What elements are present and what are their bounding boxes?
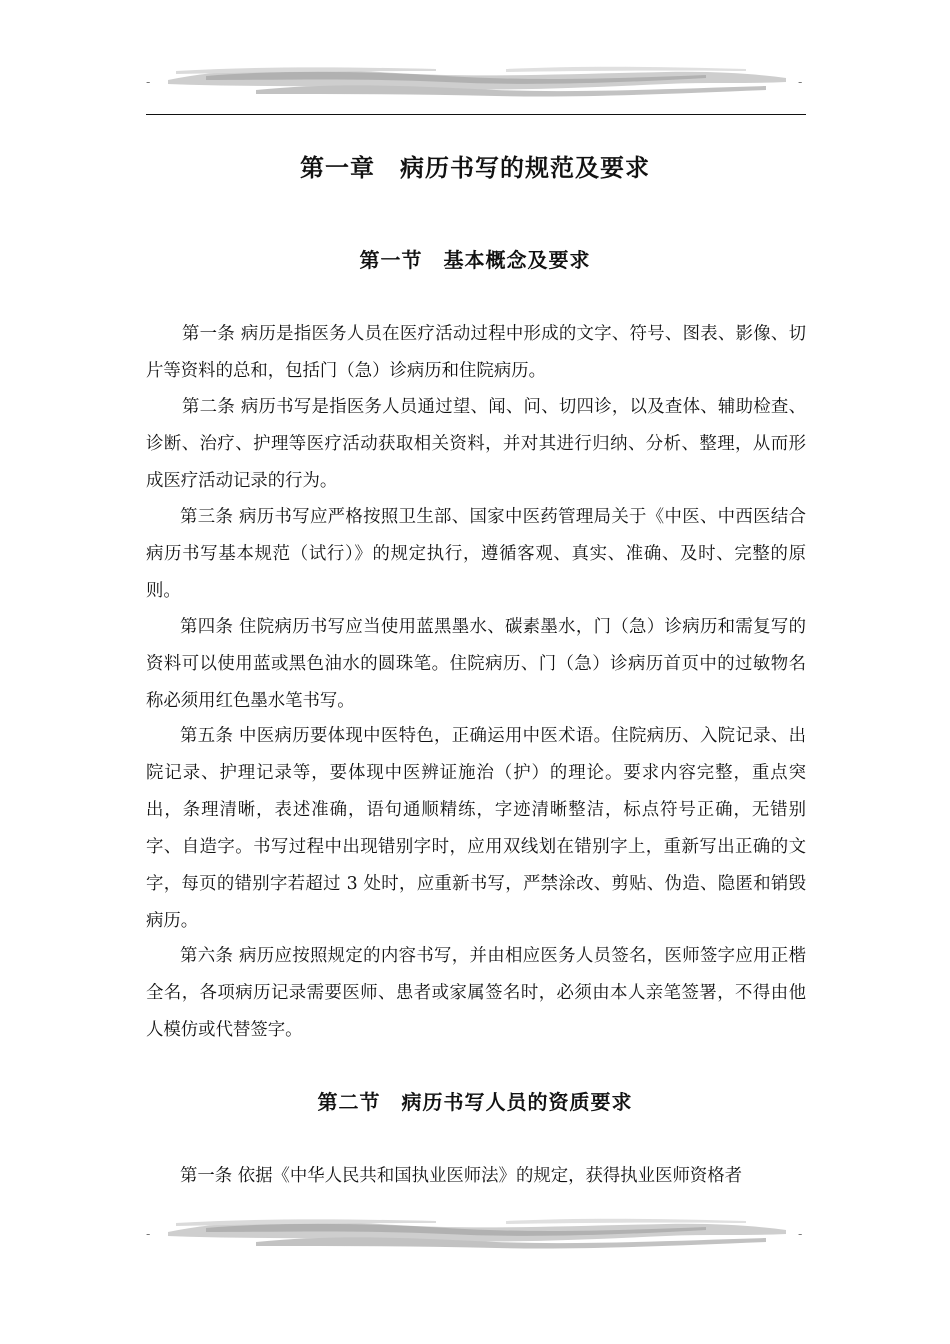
section1-article-1: 第一条 病历是指医务人员在医疗活动过程中形成的文字、符号、图表、影像、切片等资料的总和，包括门（急）诊病历和住院病历。	[146, 324, 806, 381]
section1-article-4: 第四条 住院病历书写应当使用蓝黑墨水、碳素墨水，门（急）诊病历和需复写的资料可以使用蓝或黑色油水的圆珠笔。住院病历、门（急）诊病历首页中的过敏物名称必须用红色墨水笔书写。	[146, 617, 806, 711]
section-title-1: 第一节 基本概念及要求	[359, 248, 591, 272]
footer-brush-decoration	[146, 1212, 806, 1256]
footer-left-dash: -	[146, 1227, 151, 1241]
header-left-dash: -	[146, 75, 151, 89]
header-rule	[146, 114, 806, 115]
section-title-2: 第二节 病历书写人员的资质要求	[317, 1090, 633, 1114]
section1-article-2: 第二条 病历书写是指医务人员通过望、闻、问、切四诊，以及查体、辅助检查、诊断、治疗、护理等医疗活动获取相关资料，并对其进行归纳、分析、整理，从而形成医疗活动记录的行为。	[146, 397, 806, 491]
section2-article-1: 第一条 依据《中华人民共和国执业医师法》的规定，获得执业医师资格者	[180, 1166, 743, 1186]
header-brush-decoration	[146, 60, 806, 104]
chapter-title: 第一章 病历书写的规范及要求	[300, 154, 650, 182]
ink-brush-stroke	[168, 67, 786, 97]
header-right-dash: -	[798, 75, 803, 89]
section1-article-6: 第六条 病历应按照规定的内容书写，并由相应医务人员签名，医师签字应用正楷全名，各项病历记录需要医师、患者或家属签名时，必须由本人亲笔签署，不得由他人模仿或代替签字。	[146, 946, 806, 1040]
section1-article-3: 第三条 病历书写应严格按照卫生部、国家中医药管理局关于《中医、中西医结合病历书写基本规范（试行）》的规定执行，遵循客观、真实、准确、及时、完整的原则。	[146, 507, 806, 601]
section1-article-5: 第五条 中医病历要体现中医特色，正确运用中医术语。住院病历、入院记录、出院记录、护理记录等，要体现中医辨证施治（护）的理论。要求内容完整，重点突出，条理清晰，表述准确，语句通顺精练，字迹清晰整洁，标点符号正确，无错别字、自造字。书写过程中出现错别字时，应用双线划在错别字上，重新写出正确的文字，每页的错别字若超过 3 处时，应重新书写，严禁涂改、剪贴、伪造、隐匿和销毁病历。	[146, 726, 806, 931]
ink-brush-stroke	[168, 1219, 786, 1249]
footer-right-dash: -	[798, 1227, 803, 1241]
